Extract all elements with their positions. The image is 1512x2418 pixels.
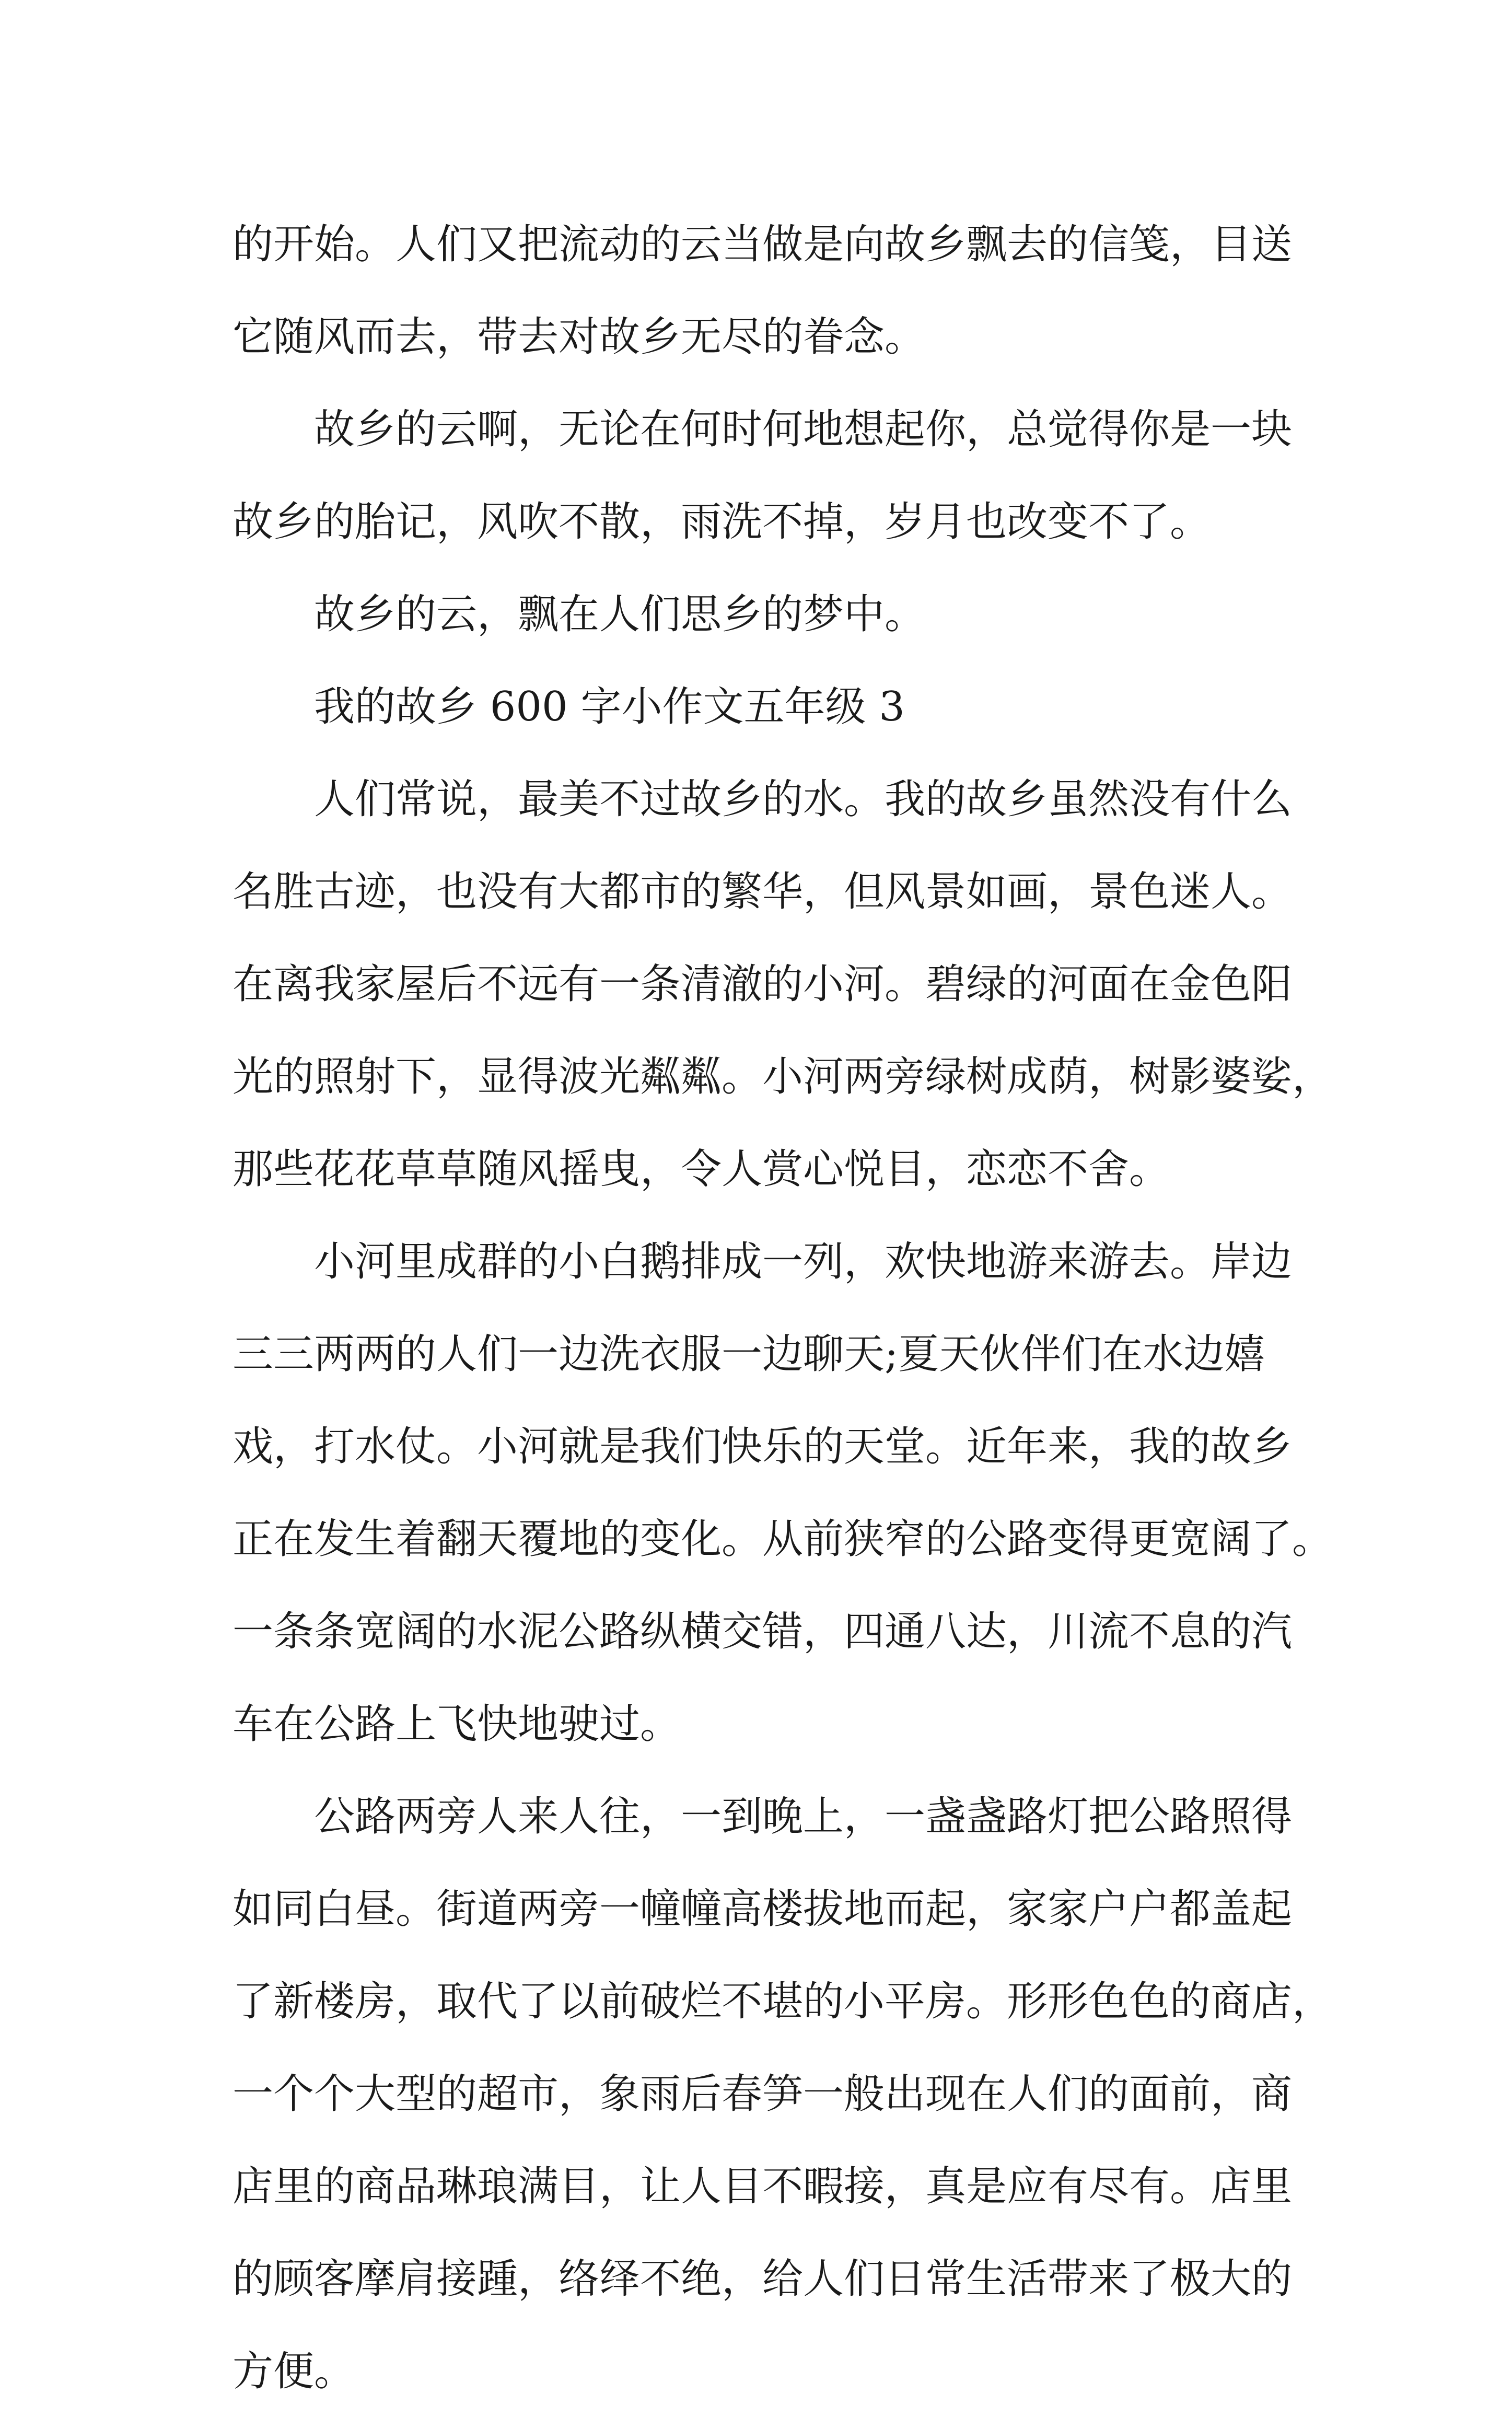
text-line: 人们常说，最美不过故乡的水。我的故乡虽然没有什么: [314, 776, 1293, 823]
text-line: 的顾客摩肩接踵，络绎不绝，给人们日常生活带来了极大的: [232, 2256, 1293, 2303]
text-line: 它随风而去，带去对故乡无尽的眷念。: [232, 313, 926, 361]
text-line: 在离我家屋后不远有一条清澈的小河。碧绿的河面在金色阳: [232, 961, 1293, 1008]
text-line: 店里的商品琳琅满目，让人目不暇接，真是应有尽有。店里: [232, 2163, 1293, 2210]
essay-title: [232, 661, 1304, 753]
text-line: 我的故乡 600 字小作文五年级 3: [314, 683, 905, 730]
text-line: 三三两两的人们一边洗衣服一边聊天;夏天伙伴们在水边嬉: [232, 1331, 1265, 1378]
paragraph-cloud-dream: [232, 568, 1304, 661]
text-line: 名胜古迹，也没有大都市的繁华，但风景如画，景色迷人。: [232, 868, 1293, 915]
text-line: 如同白昼。街道两旁一幢幢高楼拔地而起，家家户户都盖起: [232, 1886, 1293, 1933]
text-line: 一个个大型的超市，象雨后春笋一般出现在人们的面前，商: [232, 2071, 1293, 2118]
text-line: 光的照射下，显得波光粼粼。小河两旁绿树成荫，树影婆娑，: [232, 1053, 1333, 1100]
text-line: 正在发生着翻天覆地的变化。从前狭窄的公路变得更宽阔了。: [232, 1516, 1333, 1563]
essay-body: [232, 199, 1333, 2418]
text-line: 车在公路上飞快地驶过。: [232, 1701, 681, 1748]
paragraph-road: [232, 1771, 1333, 2418]
text-line: 方便。: [232, 2348, 355, 2395]
text-line: 那些花花草草随风摇曳，令人赏心悦目，恋恋不舍。: [232, 1146, 1170, 1193]
paragraph-cloud-birthmark: [232, 383, 1304, 568]
paragraph-river: [232, 1216, 1333, 1771]
text-line: 故乡的云啊，无论在何时何地想起你，总觉得你是一块: [314, 406, 1293, 453]
text-line: 的开始。人们又把流动的云当做是向故乡飘去的信笺，目送: [232, 221, 1293, 268]
text-line: 了新楼房，取代了以前破烂不堪的小平房。形形色色的商店，: [232, 1978, 1333, 2025]
text-line: 故乡的云，飘在人们思乡的梦中。: [314, 591, 926, 638]
text-line: 故乡的胎记，风吹不散，雨洗不掉，岁月也改变不了。: [232, 498, 1211, 545]
text-line: 公路两旁人来人往，一到晚上，一盏盏路灯把公路照得: [314, 1793, 1293, 1840]
text-line: 一条条宽阔的水泥公路纵横交错，四通八达，川流不息的汽: [232, 1608, 1293, 1655]
paragraph-continuation: [232, 199, 1304, 383]
text-line: 戏，打水仗。小河就是我们快乐的天堂。近年来，我的故乡: [232, 1423, 1293, 1470]
text-line: 小河里成群的小白鹅排成一列，欢快地游来游去。岸边: [314, 1238, 1293, 1285]
paragraph-water: [232, 753, 1333, 1216]
